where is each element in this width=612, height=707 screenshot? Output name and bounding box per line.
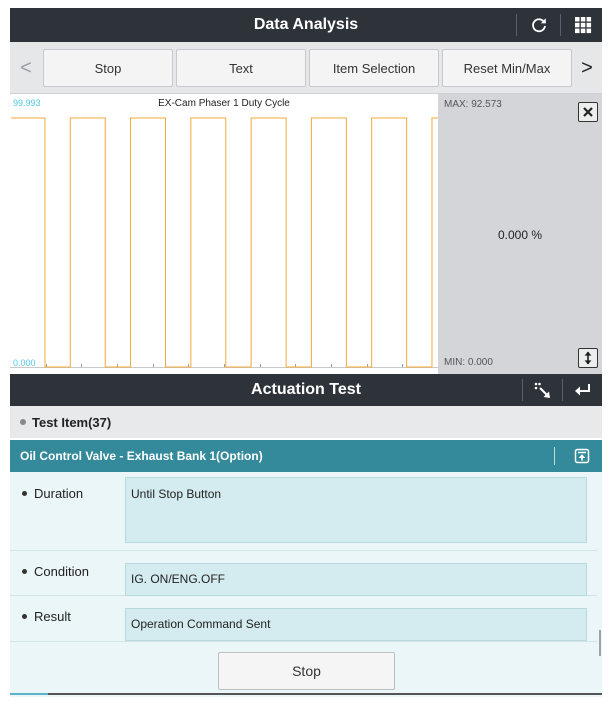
section-divider bbox=[554, 447, 555, 465]
result-row bbox=[10, 596, 597, 642]
data-analysis-header bbox=[10, 8, 602, 42]
graph-y-min-label: 0.000 bbox=[13, 358, 36, 368]
test-item-section[interactable] bbox=[10, 440, 602, 472]
expand-graph-button[interactable] bbox=[578, 348, 598, 368]
return-arrow-icon bbox=[574, 382, 592, 398]
move-panel-button[interactable] bbox=[523, 374, 563, 406]
grid-menu-button[interactable] bbox=[561, 8, 604, 42]
graph-title: EX-Cam Phaser 1 Duty Cycle bbox=[158, 98, 290, 109]
result-label: Result bbox=[22, 609, 71, 624]
collapse-up-icon[interactable] bbox=[574, 448, 590, 464]
expand-vertical-icon bbox=[582, 351, 594, 365]
stop-button[interactable]: Stop bbox=[43, 49, 173, 87]
app-frame bbox=[10, 8, 602, 697]
bottom-border bbox=[10, 693, 602, 695]
close-icon bbox=[582, 106, 594, 118]
page-title: Data Analysis bbox=[253, 16, 359, 33]
bullet-icon bbox=[22, 614, 27, 619]
actuation-title: Actuation Test bbox=[251, 381, 361, 398]
refresh-icon bbox=[530, 16, 548, 34]
scrollbar[interactable] bbox=[599, 630, 601, 656]
graph-max-value: MAX: 92.573 bbox=[444, 99, 502, 110]
test-item-label: Test Item(37) bbox=[32, 414, 112, 430]
section-title: Oil Control Valve - Exhaust Bank 1(Option) bbox=[20, 449, 263, 463]
return-button[interactable] bbox=[563, 374, 603, 406]
duration-row bbox=[10, 472, 597, 551]
graph-current-value: 0.000 % bbox=[497, 228, 543, 242]
test-item-count bbox=[10, 406, 602, 438]
toolbar-next-button[interactable]: > bbox=[581, 56, 593, 79]
condition-row bbox=[10, 551, 597, 596]
refresh-button[interactable] bbox=[517, 8, 560, 42]
graph-min-value: MIN: 0.000 bbox=[444, 357, 493, 368]
actuation-test-header bbox=[10, 374, 602, 406]
text-button[interactable]: Text bbox=[176, 49, 306, 87]
move-arrows-icon bbox=[533, 381, 553, 399]
graph-y-max-label: 99.993 bbox=[13, 98, 41, 108]
bullet-icon bbox=[22, 491, 27, 496]
duty-cycle-graph[interactable] bbox=[10, 94, 438, 374]
graph-stats-panel bbox=[438, 94, 602, 374]
bottom-border-accent bbox=[10, 693, 48, 695]
toolbar-prev-button[interactable]: < bbox=[20, 56, 32, 79]
bullet-icon bbox=[20, 419, 26, 425]
toolbar bbox=[10, 42, 602, 94]
item-selection-button[interactable]: Item Selection bbox=[309, 49, 439, 87]
close-graph-button[interactable] bbox=[578, 102, 598, 122]
duration-label: Duration bbox=[22, 486, 83, 501]
reset-min-max-button[interactable]: Reset Min/Max bbox=[442, 49, 572, 87]
grid-menu-icon bbox=[574, 16, 592, 34]
condition-value: IG. ON/ENG.OFF bbox=[125, 563, 587, 596]
duration-value: Until Stop Button bbox=[125, 477, 587, 543]
duty-cycle-series-line bbox=[11, 118, 438, 367]
actuation-stop-button[interactable]: Stop bbox=[218, 652, 395, 690]
bullet-icon bbox=[22, 569, 27, 574]
graph-plot bbox=[10, 94, 438, 374]
condition-label: Condition bbox=[22, 564, 89, 579]
result-value: Operation Command Sent bbox=[125, 608, 587, 641]
